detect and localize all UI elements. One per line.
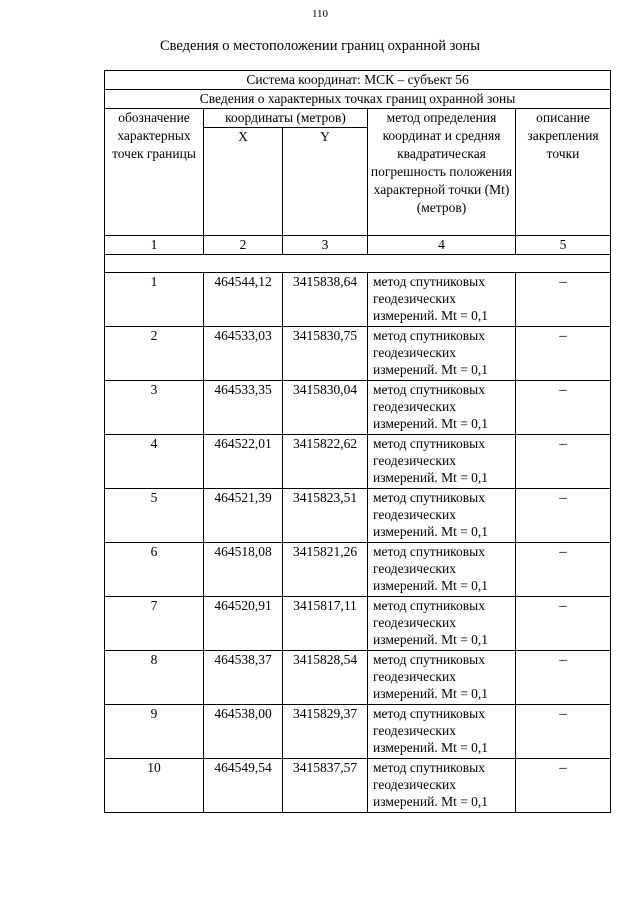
y-coordinate-cell: 3415830,04 (283, 381, 368, 435)
method-cell: метод спутниковых геодезических измерений. Mt = 0,1 (368, 273, 516, 327)
boundary-points-table (104, 70, 611, 813)
point-number-cell: 4 (105, 435, 204, 489)
table-row (105, 435, 611, 489)
column-numbers-row (105, 236, 611, 255)
method-cell: метод спутниковых геодезических измерений. Mt = 0,1 (368, 489, 516, 543)
y-coordinate-cell: 3415821,26 (283, 543, 368, 597)
description-cell: – (516, 759, 611, 813)
point-number-cell: 10 (105, 759, 204, 813)
column-number-cell: 1 (105, 236, 204, 255)
x-coordinate-cell: 464533,35 (204, 381, 283, 435)
method-cell: метод спутниковых геодезических измерений. Mt = 0,1 (368, 543, 516, 597)
table-row (105, 597, 611, 651)
method-cell: метод спутниковых геодезических измерений. Mt = 0,1 (368, 651, 516, 705)
x-coordinate-cell: 464538,00 (204, 705, 283, 759)
description-cell: – (516, 597, 611, 651)
y-coordinate-cell: 3415828,54 (283, 651, 368, 705)
y-coordinate-cell: 3415823,51 (283, 489, 368, 543)
table-row (105, 381, 611, 435)
method-cell: метод спутниковых геодезических измерений. Mt = 0,1 (368, 435, 516, 489)
point-number-cell: 2 (105, 327, 204, 381)
method-cell: метод спутниковых геодезических измерений. Mt = 0,1 (368, 381, 516, 435)
table-row (105, 489, 611, 543)
description-cell: – (516, 705, 611, 759)
method-cell: метод спутниковых геодезических измерений. Mt = 0,1 (368, 705, 516, 759)
column-number-cell: 4 (368, 236, 516, 255)
col-header-method: метод определения координат и средняя квадратическая погрешность положения характерной точки (Mt) (метров) (368, 109, 516, 236)
point-number-cell: 8 (105, 651, 204, 705)
table-row (105, 651, 611, 705)
table-row (105, 327, 611, 381)
method-cell: метод спутниковых геодезических измерений. Mt = 0,1 (368, 327, 516, 381)
page-number: 110 (311, 8, 329, 20)
method-cell: метод спутниковых геодезических измерений. Mt = 0,1 (368, 759, 516, 813)
table-row (105, 705, 611, 759)
table-row (105, 759, 611, 813)
description-cell: – (516, 381, 611, 435)
y-coordinate-cell: 3415829,37 (283, 705, 368, 759)
point-number-cell: 3 (105, 381, 204, 435)
x-coordinate-cell: 464522,01 (204, 435, 283, 489)
description-cell: – (516, 435, 611, 489)
x-coordinate-cell: 464544,12 (204, 273, 283, 327)
col-header-point-designation: обозначение характерных точек границы (105, 109, 204, 236)
spacer-row (105, 255, 611, 273)
x-coordinate-cell: 464518,08 (204, 543, 283, 597)
description-cell: – (516, 489, 611, 543)
y-coordinate-cell: 3415817,11 (283, 597, 368, 651)
y-coordinate-cell: 3415837,57 (283, 759, 368, 813)
column-number-cell: 5 (516, 236, 611, 255)
document-title: Сведения о местоположении границ охранной зоны (159, 38, 480, 54)
y-coordinate-cell: 3415822,62 (283, 435, 368, 489)
table-row (105, 543, 611, 597)
column-number-cell: 2 (204, 236, 283, 255)
point-number-cell: 7 (105, 597, 204, 651)
point-number-cell: 1 (105, 273, 204, 327)
method-cell: метод спутниковых геодезических измерений. Mt = 0,1 (368, 597, 516, 651)
description-cell: – (516, 543, 611, 597)
description-cell: – (516, 273, 611, 327)
y-coordinate-cell: 3415838,64 (283, 273, 368, 327)
col-header-x: X (204, 128, 283, 236)
x-coordinate-cell: 464520,91 (204, 597, 283, 651)
col-header-y: Y (283, 128, 368, 236)
points-header: Сведения о характерных точках границ охранной зоны (105, 90, 611, 109)
column-number-cell: 3 (283, 236, 368, 255)
col-header-description: описание закрепления точки (516, 109, 611, 236)
y-coordinate-cell: 3415830,75 (283, 327, 368, 381)
col-header-coordinates: координаты (метров) (204, 109, 368, 128)
point-number-cell: 6 (105, 543, 204, 597)
x-coordinate-cell: 464549,54 (204, 759, 283, 813)
description-cell: – (516, 651, 611, 705)
description-cell: – (516, 327, 611, 381)
x-coordinate-cell: 464521,39 (204, 489, 283, 543)
x-coordinate-cell: 464533,03 (204, 327, 283, 381)
point-number-cell: 5 (105, 489, 204, 543)
table-row (105, 273, 611, 327)
coordinate-system-header: Система координат: МСК – субъект 56 (105, 71, 611, 90)
point-number-cell: 9 (105, 705, 204, 759)
data-rows (105, 273, 611, 813)
x-coordinate-cell: 464538,37 (204, 651, 283, 705)
